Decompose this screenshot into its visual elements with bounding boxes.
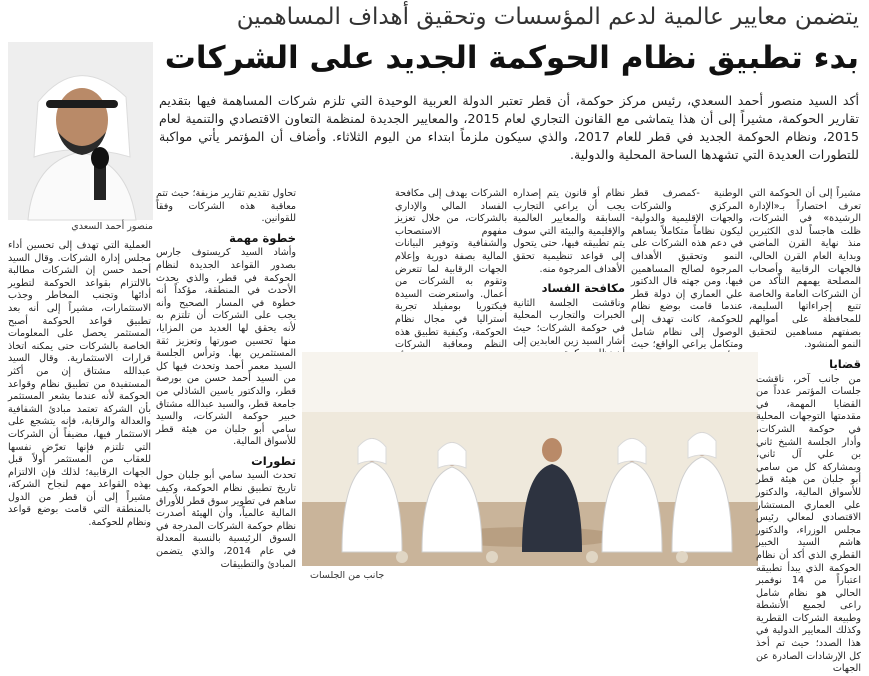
panel-session-illustration	[302, 352, 758, 566]
column-3-text: نظام أو قانون يتم إصداره يجب أن يراعي التجارب السابقة والمعايير العالمية والإقليمية والبيئة التي سوف يتم تطبيقه فيها، حتى يتحول إلى قواعد تنظيمية تحقق الأهداف المرجوة منه.	[513, 188, 625, 275]
column-7-text: من جانب آخر، ناقشت جلسات المؤتمر عدداً من القضايا المهمة، في مقدمتها التوجهات المحلية في حوكمة الشركات، وأدار الجلسة الشيخ ثاني بن علي آل ثاني، وبمشاركة كل من سامي أبو جلبان من هيئة قطر للأسواق المالية، والدكتور علي العماري المستشار الاقتصادي لمعالي رئيس مجلس الوزراء، والدكتور هاشم السيد الخبير القطري الذي أكد أن نظام الحوكمة الذي يبدأ تطبيقه اعتباراً من 14 نوفمبر الحالي هو نظام شامل راعى لجميع الأنشطة وطبيعة الشركات القطرية وكذلك المعايير الدولية في هذا الصدد؛ حيث تم أخذ كل الإرشادات الصادرة عن الجهات	[756, 373, 861, 675]
column-5-text: تحاول تقديم تقارير مزيفة؛ حيث تتم معاقبة هذه الشركات وفقاً للقوانين.	[156, 188, 296, 225]
photo-caption: جانب من الجلسات	[310, 570, 385, 581]
column-1-text: مشيراً إلى أن الحوكمة التي تعرف اختصاراً بـ«الإدارة الرشيدة» في الشركات، ظلت هاجساً لدى الكثيرين منذ نهاية القرن الماضي وبداية العام القرن الحالي، فالجهات الرقابية وأصحاب المصلحة يهمهم التأكد من أن الشركات العامة والخاصة تتبع إجراءاتها السليمة، للمحافظة على أموالهم بصفتهم مساهمين لتحقيق النمو المنشود.	[749, 188, 861, 351]
article-lead: أكد السيد منصور أحمد السعدي، رئيس مركز حوكمة، أن قطر تعتبر الدولة العربية الوحيدة التي تلزم شركات المساهمة فيها بتقديم تقارير الحوكمة، مشيراً إلى أن هذا يتماشى مع القانون التجاري لعام 2015، والمعايير الجديدة لمنظمة التعاون الاقتصادي والتنمية لعام 2015، ونظام الحوكمة الجديد في قطر للعام 2017، والذي سيكون ملزماً ابتداء من اليوم الثلاثاء. وأضاف أن المؤتمر يأتي مواكبة للتطورات العديدة التي تشهدها الساحة المحلية والدولية.	[159, 93, 860, 162]
column-3b-text: وناقشت الجلسة الثانية الخبرات والتجارب المحلية في حوكمة الشركات؛ حيث أشار السيد زين العابدين إلى	[513, 297, 625, 347]
column-7	[756, 352, 861, 675]
speaker-photo-illustration	[8, 42, 153, 220]
column-2-text: الوطنية -كمصرف قطر المركزي والشركات والجهات الإقليمية والدولية- ليكون نظاماً متكاملاً يساهم في دعم هذه الشركات على النمو وتحقيق الأهداف المرجوة لصالح المساهمين فيها. ومن جهته قال الدكتور علي العماري إن دولة قطر عندما قامت بوضع نظام للحوكمة، كانت تهدف إلى الوصول إلى نظام شامل ومتكامل يراعي الواقع؛ حيث	[631, 188, 743, 351]
column-1	[749, 188, 861, 356]
subhead-developments: تطورات	[251, 453, 296, 468]
subhead-anti-corruption: مكافحة الفساد	[541, 281, 625, 296]
subhead-issues: قضايا	[829, 357, 861, 371]
article-kicker: يتضمن معايير عالمية لدعم المؤسسات وتحقيق أهداف المساهمين	[236, 4, 859, 30]
column-4	[395, 188, 507, 368]
subhead-important-step: خطوة مهمة	[229, 230, 296, 245]
session-photo	[302, 352, 758, 566]
column-5c-text: تحدث السيد سامي أبو جلبان حول تاريخ تطبيق نظام الحوكمة، وكيف ساهم في تطوير سوق قطر للأوراق المالية عالمياً، وأن الهيئة أصدرت نظام حوكمة الشركات المدرجة في السوق الرئيسية بالنسبة المعدلة في عام 2014، والذي يتضمن المبادئ والتطبيقات	[156, 470, 296, 570]
column-2	[631, 188, 743, 368]
column-5	[156, 188, 296, 568]
column-6	[8, 240, 151, 590]
column-4-text: الشركات يهدف إلى مكافحة الفساد المالي والإداري بالشركات، من خلال تعزيز مفهوم الاستصحاب والشفافية وتوفير البيانات المالية بصفة دورية وإعلام الجهات الرقابية لما تتعرض وتقوم به الشركات من أعمال. واستعرضت السيدة فيكتوريا بومفيلد تجربة أستراليا في مجال نظام الحوكمة، وكيفية تطبيق هذه النظم ومعاقبة الشركات	[395, 188, 507, 351]
article-headline: بدء تطبيق نظام الحوكمة الجديد على الشركات	[164, 40, 859, 76]
portrait-caption: منصور أحمد السعدي	[71, 221, 153, 232]
column-5b-text: وأشاد السيد كريستوف جارس بصدور القواعد الجديدة لنظام الحوكمة في قطر، والذي يحدث الأحدث في المنطقة، مؤكداً أنه خطوة في المسار الصحيح وأنه يجب على الشركات أن تلتزم به لأنه يحقق لها العديد من المزايا، منها تحسين صورتها وتعزيز ثقة المستثمرين بها. وترأس الجلسة السيد معمر أحمد وتحدث فيها كل من السيد أحمد حسن من بورصة قطر، والدكتور ياسين الشاذلي من جامعة قطر، والسيد عبدالله مشتاق خبير حوكمة الشركات، والسيد سامي أبو جلبان من هيئة قطر للأسواق المالية.	[156, 247, 296, 448]
column-6-text: العملية التي تهدف إلى تحسين أداء مجلس إدارة الشركات. وقال السيد أحمد حسن إن الشركات مطالبة بالالتزام بقواعد الحوكمة لتطوير أدائها وتجنب المخاطر وجذب الاستثمارات، مشيراً إلى أنه بعد تطبيق قواعد الحوكمة أصبح المستثمر يحصل على المعلومات الخاصة بالشركات حتى يمكنه اتخاذ قرارات الاستثمارية. وقال السيد عبدالله مشتاق إن من أكثر المستفيدة من تطبيق نظام وقواعد الحوكمة لأنه عندما يشعر المستثمر بأن الشركة تعتمد مبادئ الشفافية والعدالة والرقابة، فإنه يتشجع على الاستثمار فيها، مضيفاً أن الشركات التي تلتزم فإنها تعرّض نفسها للعقاب من المستثمر أولاً قبل الجهات الرقابية؛ لذلك فإن الالتزام بهذه القواعد مهم لنجاح الشركة، مشيراً إلى أن قطر من الدول بالمنطقة التي قامت بوضع قواعد ونظام للحوكمة.	[8, 240, 151, 529]
speaker-portrait	[8, 42, 153, 220]
column-3	[513, 188, 625, 365]
